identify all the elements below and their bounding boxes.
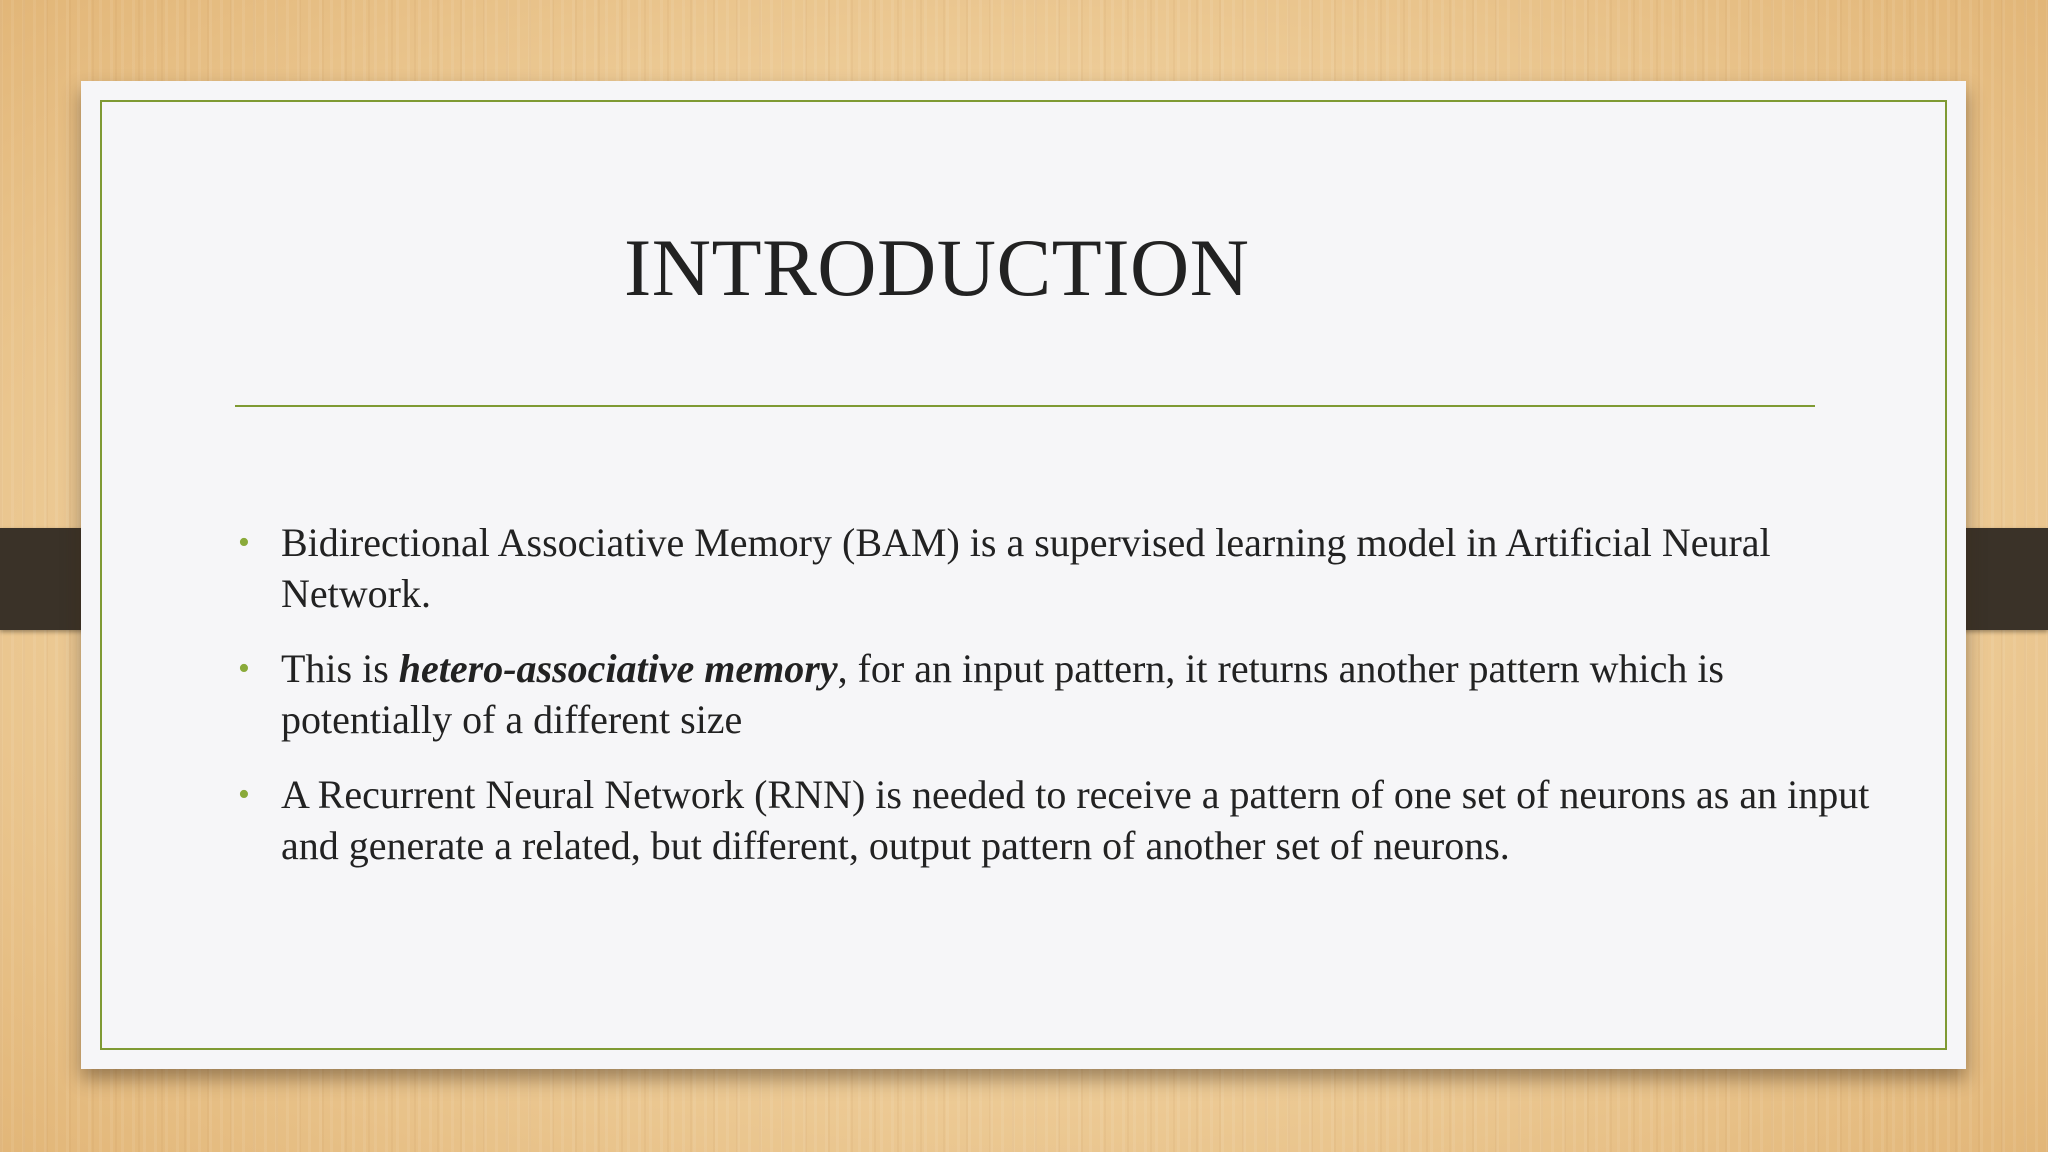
slide-card bbox=[81, 81, 1966, 1069]
bullet-icon: • bbox=[238, 650, 250, 687]
bullet-text-before: This is bbox=[281, 646, 399, 691]
bullet-item-rnn bbox=[235, 769, 1875, 871]
bullet-emphasis: hetero-associative memory bbox=[398, 646, 838, 691]
slide-title: INTRODUCTION bbox=[624, 222, 1250, 313]
title-divider bbox=[235, 405, 1815, 407]
bullet-icon: • bbox=[238, 524, 250, 561]
bullet-item-hetero bbox=[235, 643, 1875, 745]
bullet-text-after: , for an input pattern, it returns another pattern which is potentially of a different size bbox=[281, 646, 1724, 742]
bullet-text: Bidirectional Associative Memory (BAM) is a supervised learning model in Artificial Neural Network. bbox=[281, 520, 1771, 616]
bullet-list bbox=[235, 517, 1875, 895]
bullet-item-bam bbox=[235, 517, 1875, 619]
bullet-icon: • bbox=[238, 776, 250, 813]
bullet-text: A Recurrent Neural Network (RNN) is needed to receive a pattern of one set of neurons as an input and generate a related, but different, output pattern of another set of neurons. bbox=[281, 772, 1870, 868]
